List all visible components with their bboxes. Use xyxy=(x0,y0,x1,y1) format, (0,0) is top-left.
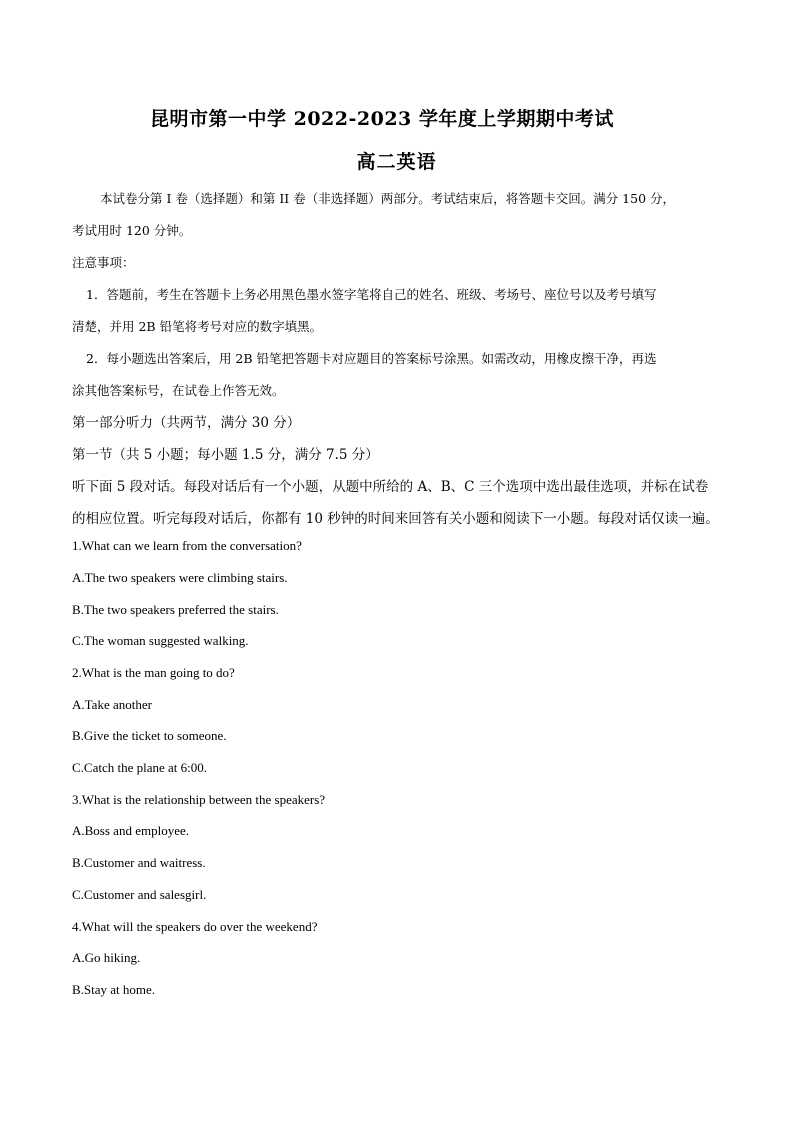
question-1-option-a: A.The two speakers were climbing stairs. xyxy=(72,570,288,585)
question-2-option-c: C.Catch the plane at 6:00. xyxy=(72,760,208,775)
section1-heading: 第一节（共 5 小题；每小题 1.5 分，满分 7.5 分） xyxy=(72,447,379,463)
question-4-option-b: B.Stay at home. xyxy=(72,982,156,997)
question-2-option-b: B.Give the ticket to someone. xyxy=(72,728,227,743)
question-3-option-c: C.Customer and salesgirl. xyxy=(72,887,207,902)
question-4-option-a: A.Go hiking. xyxy=(72,950,141,965)
notice-item-2-line-2: 涂其他答案标号，在试卷上作答无效。 xyxy=(72,383,285,398)
question-1: 1.What can we learn from the conversation? xyxy=(72,538,302,553)
question-3-option-a: A.Boss and employee. xyxy=(72,823,189,838)
part1-heading: 第一部分听力（共两节，满分 30 分） xyxy=(72,415,301,431)
question-1-option-c: C.The woman suggested walking. xyxy=(72,633,249,648)
question-2-option-a: A.Take another xyxy=(72,697,152,712)
notice-item-1-line-2: 清楚，并用 2B 铅笔将考号对应的数字填黑。 xyxy=(72,319,323,334)
exam-title: 昆明市第一中学 2022-2023 学年度上学期期中考试 xyxy=(150,108,614,130)
intro-line-1: 本试卷分第 I 卷（选择题）和第 II 卷（非选择题）两部分。考试结束后，将答题卡交回。满分 150 分， xyxy=(100,191,676,206)
intro-line-2: 考试用时 120 分钟。 xyxy=(72,223,192,238)
question-2: 2.What is the man going to do? xyxy=(72,665,235,680)
question-4: 4.What will the speakers do over the weekend? xyxy=(72,919,318,934)
exam-subtitle: 高二英语 xyxy=(356,151,437,173)
question-3: 3.What is the relationship between the speakers? xyxy=(72,792,326,807)
notice-item-1-line-1: 1．答题前，考生在答题卡上务必用黑色墨水签字笔将自己的姓名、班级、考场号、座位号以及考号填写 xyxy=(86,287,657,302)
question-1-option-b: B.The two speakers preferred the stairs. xyxy=(72,602,279,617)
notice-heading: 注意事项： xyxy=(72,255,135,270)
instructions-line-1: 听下面 5 段对话。每段对话后有一个小题，从题中所给的 A、B、C 三个选项中选出最佳选项，并标在试卷 xyxy=(72,479,709,495)
instructions-line-2: 的相应位置。听完每段对话后，你都有 10 秒钟的时间来回答有关小题和阅读下一小题。每段对话仅读一遍。 xyxy=(72,511,719,527)
notice-item-2-line-1: 2．每小题选出答案后，用 2B 铅笔把答题卡对应题目的答案标号涂黑。如需改动，用橡皮擦干净，再选 xyxy=(86,351,657,366)
question-3-option-b: B.Customer and waitress. xyxy=(72,855,206,870)
